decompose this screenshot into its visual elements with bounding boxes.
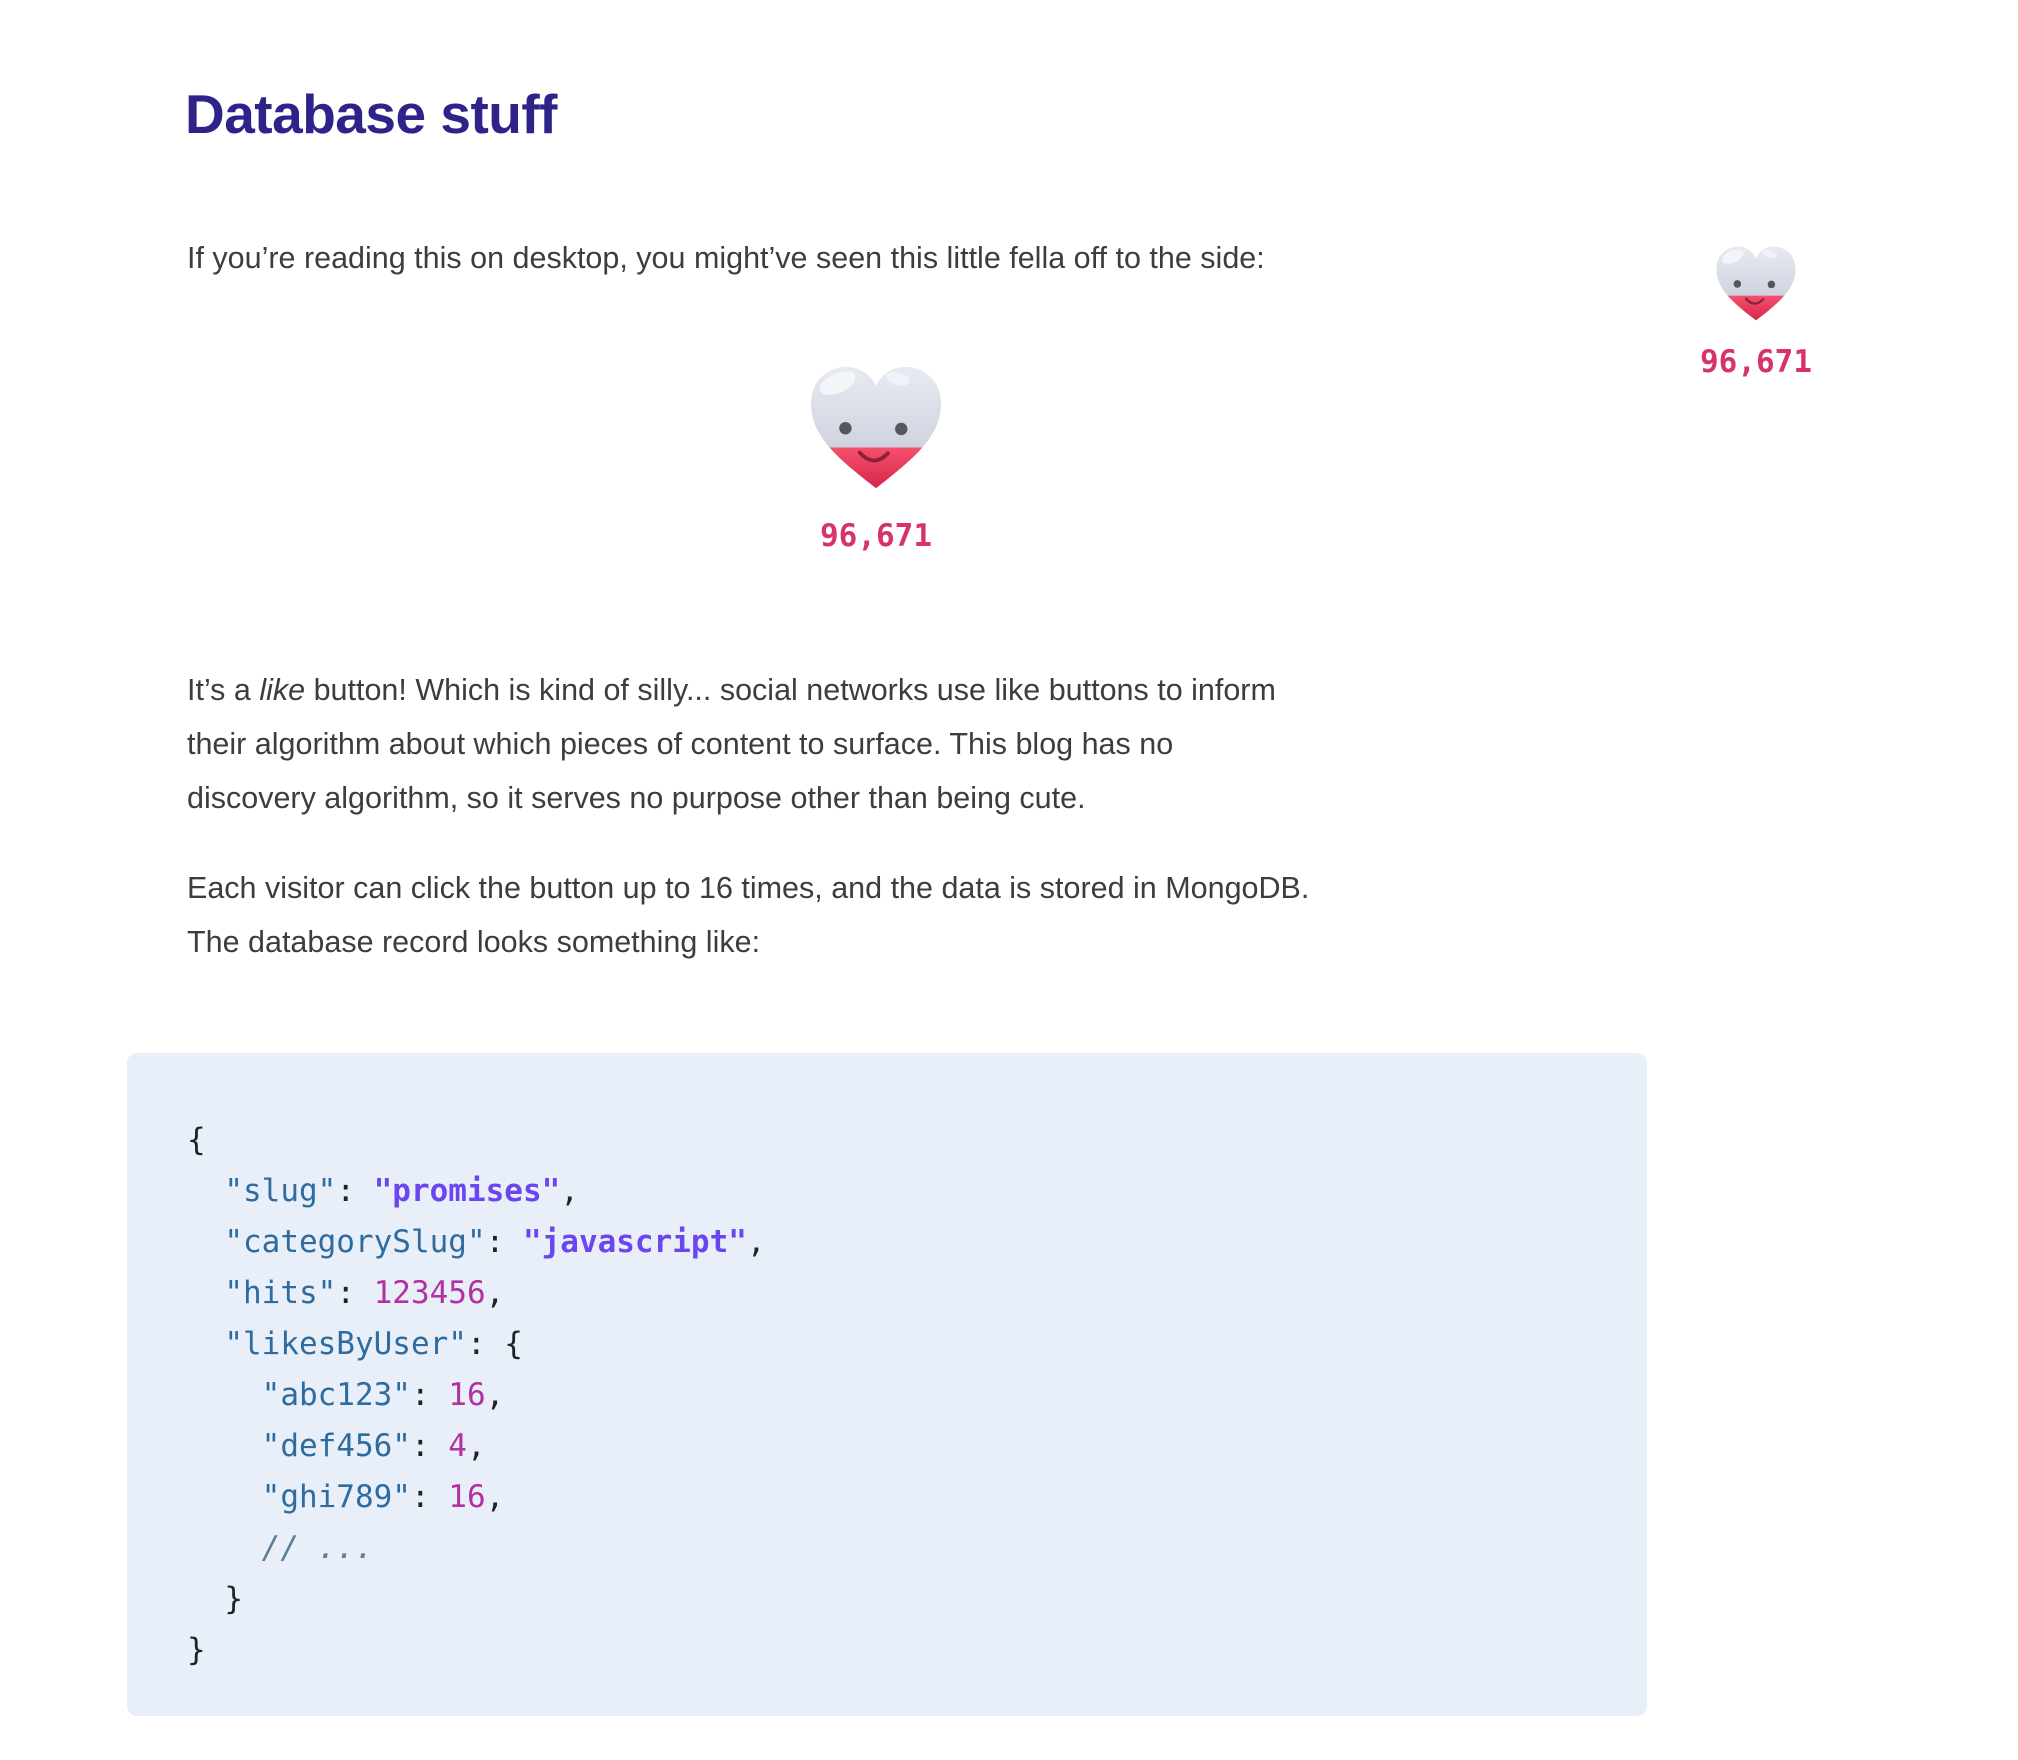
mongodb-paragraph	[187, 861, 1309, 969]
code-line	[187, 1115, 1587, 1166]
intro-paragraph	[187, 231, 1265, 285]
heart-fill-level	[802, 447, 950, 494]
code-token: :	[336, 1173, 374, 1209]
code-token: :	[410, 1479, 449, 1515]
heart-like-button[interactable]	[802, 361, 950, 494]
code-token: ,	[485, 1479, 505, 1515]
code-token: {	[187, 1122, 206, 1158]
code-token: ,	[485, 1377, 505, 1413]
page-title: Database stuff	[185, 83, 557, 145]
paragraph-text: their algorithm about which pieces of content to surface. This blog has no	[187, 727, 1174, 761]
code-block	[127, 1053, 1647, 1716]
like-explanation-paragraph	[187, 663, 1276, 825]
code-token: "categorySlug"	[224, 1224, 486, 1260]
heart-eye-icon	[839, 422, 851, 434]
code-token: "ghi789"	[261, 1479, 411, 1515]
code-token: "slug"	[224, 1173, 337, 1209]
code-token: :	[336, 1275, 374, 1311]
paragraph-text: It’s a	[187, 673, 260, 707]
paragraph-line	[187, 663, 1276, 717]
code-token: {	[504, 1326, 523, 1362]
paragraph-emphasis-text: like	[259, 673, 306, 707]
code-token: :	[466, 1326, 505, 1362]
code-token: "javascript"	[522, 1224, 747, 1260]
code-line	[187, 1625, 1587, 1676]
code-token	[187, 1275, 224, 1311]
side-like-widget	[1689, 243, 1823, 380]
code-token: 4	[448, 1428, 467, 1464]
like-count: 96,671	[1700, 344, 1812, 380]
code-token: "abc123"	[261, 1377, 411, 1413]
paragraph-line	[187, 717, 1276, 771]
heart-fill-level	[1711, 296, 1801, 324]
paragraph-line	[187, 771, 1276, 825]
heart-eye-icon	[895, 423, 907, 435]
code-line	[187, 1166, 1587, 1217]
paragraph-line	[187, 861, 1309, 915]
code-line	[187, 1370, 1587, 1421]
code-line	[187, 1523, 1587, 1574]
code-line	[187, 1268, 1587, 1319]
code-line	[187, 1472, 1587, 1523]
heart-like-button[interactable]	[1711, 243, 1801, 324]
like-count: 96,671	[820, 518, 932, 554]
code-token: }	[187, 1581, 243, 1617]
code-token: "promises"	[373, 1173, 561, 1209]
code-token	[187, 1530, 262, 1566]
code-token: :	[410, 1428, 449, 1464]
code-token: "likesByUser"	[224, 1326, 467, 1362]
code-token: 16	[448, 1479, 486, 1515]
intro-text: If you’re reading this on desktop, you might’ve seen this little fella off to the side:	[187, 241, 1265, 275]
paragraph-text: button! Which is kind of silly... social networks use like buttons to inform	[305, 673, 1276, 707]
code-token: 123456	[373, 1275, 486, 1311]
code-token: "def456"	[261, 1428, 411, 1464]
code-token: ,	[746, 1224, 766, 1260]
code-token: ,	[560, 1173, 579, 1209]
paragraph-line	[187, 231, 1265, 285]
paragraph-text: discovery algorithm, so it serves no purpose other than being cute.	[187, 781, 1086, 815]
paragraph-text: Each visitor can click the button up to 16 times, and the data is stored in MongoDB.	[187, 871, 1310, 905]
heart-eye-icon	[1734, 280, 1742, 288]
code-token: 16	[448, 1377, 486, 1413]
code-token: ,	[466, 1428, 486, 1464]
code-token	[187, 1224, 224, 1260]
code-token	[187, 1173, 224, 1209]
code-token: ,	[485, 1275, 505, 1311]
code-token: :	[410, 1377, 449, 1413]
code-line	[187, 1319, 1587, 1370]
code-token: }	[187, 1632, 206, 1668]
code-token	[187, 1479, 262, 1515]
code-line	[187, 1574, 1587, 1625]
code-token: "hits"	[224, 1275, 337, 1311]
code-line	[187, 1421, 1587, 1472]
code-token	[187, 1377, 262, 1413]
code-token: :	[485, 1224, 523, 1260]
center-like-widget	[187, 361, 1565, 554]
heart-eye-icon	[1768, 281, 1776, 289]
paragraph-line	[187, 915, 1309, 969]
paragraph-text: The database record looks something like:	[187, 925, 761, 959]
code-token	[187, 1428, 262, 1464]
code-token	[187, 1326, 224, 1362]
code-token: // ...	[261, 1530, 374, 1566]
code-line	[187, 1217, 1587, 1268]
